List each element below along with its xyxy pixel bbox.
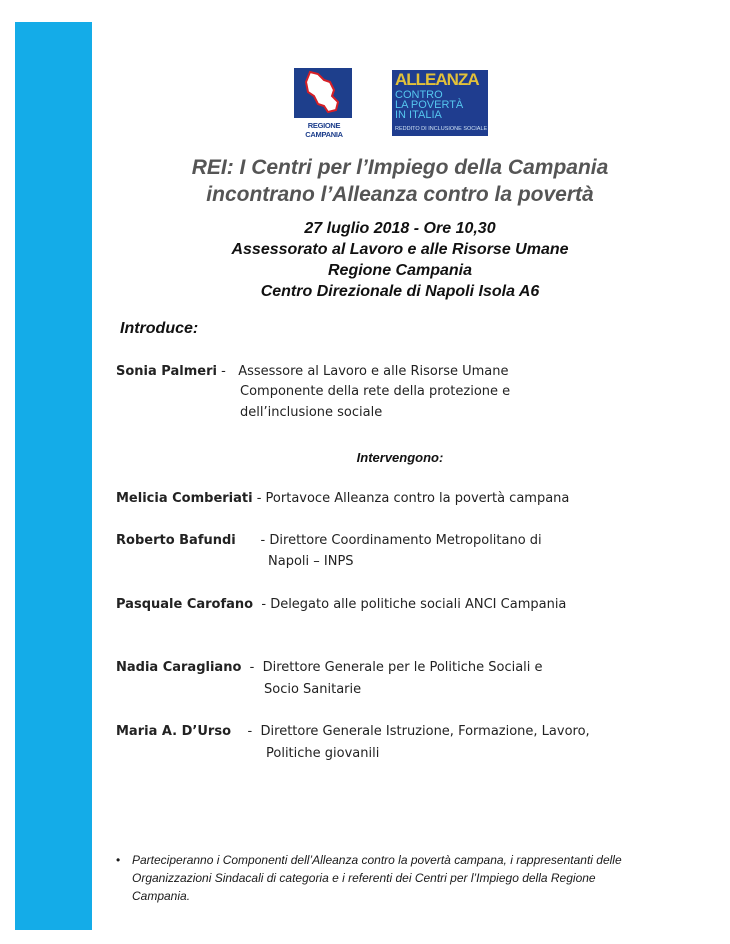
speaker-name: Maria A. D’Urso (116, 724, 232, 739)
participants-note (116, 851, 656, 905)
speaker-row: Pasquale Carofano - Delegato alle politiche sociali ANCI Campania (116, 597, 567, 612)
event-details (120, 218, 680, 302)
side-accent-bar (15, 22, 92, 930)
speaker-name: Melicia Comberiati (116, 491, 253, 506)
speaker-row: Maria A. D’Urso - Direttore Generale Istruzione, Formazione, Lavoro, Politiche giovanili (116, 724, 590, 761)
event-region: Regione Campania (327, 262, 473, 279)
alleanza-logo-word: ALLEANZA (395, 70, 479, 89)
event-address: Centro Direzionale di Napoli Isola A6 (260, 283, 540, 300)
event-venue: Assessorato al Lavoro e alle Risorse Umane (231, 241, 569, 258)
speaker-row: Melicia Comberiati - Portavoce Alleanza contro la povertà campana (116, 491, 570, 506)
intro-label: Introduce: (120, 320, 199, 337)
bullet-icon: • (116, 853, 121, 867)
intro-speaker: Sonia Palmeri - Assessore al Lavoro e alle Risorse Umane Componente della rete della protezione e dell’inclusione sociale (116, 364, 511, 420)
speaker-role: Delegato alle politiche sociali ANCI Campania (270, 597, 567, 612)
speaker-name: Pasquale Carofano (116, 597, 254, 612)
interventions-label: Intervengono: (356, 450, 444, 465)
speaker-name: Sonia Palmeri (116, 364, 217, 379)
speaker-role: Direttore Generale Istruzione, Formazione, Lavoro, (260, 724, 590, 739)
alleanza-logo (392, 70, 488, 136)
note-text: Parteciperanno i Componenti dell’Alleanza contro la povertà campana, i rappresentanti delle Organizzazioni Sindacali di categoria e i referenti dei Centri per l’Impiego della Regione Campania. (132, 853, 622, 903)
speaker-row: Nadia Caragliano - Direttore Generale per le Politiche Sociali e Socio Sanitarie (116, 660, 543, 697)
speaker-role: Portavoce Alleanza contro la povertà campana (265, 491, 570, 506)
speaker-name: Roberto Bafundi (116, 533, 236, 548)
event-title: REI: I Centri per l’Impiego della Campania incontrano l’Alleanza contro la povertà (191, 156, 609, 206)
speaker-row: Roberto Bafundi - Direttore Coordinamento Metropolitano di Napoli – INPS (116, 533, 542, 569)
alleanza-logo-tagline: CONTRO LA POVERTÀ IN ITALIA (395, 89, 464, 121)
campania-emblem (294, 68, 352, 118)
event-date: 27 luglio 2018 - Ore 10,30 (304, 220, 496, 237)
campania-logo-text: REGIONE CAMPANIA (305, 121, 343, 139)
speaker-name: Nadia Caragliano (116, 660, 242, 675)
regione-campania-logo (291, 68, 357, 139)
speaker-role: Direttore Generale per le Politiche Sociali e (262, 660, 543, 675)
alleanza-logo-subtitle: REDDITO DI INCLUSIONE SOCIALE (395, 126, 488, 132)
speaker-role: Direttore Coordinamento Metropolitano di (269, 533, 542, 548)
campania-map-icon (294, 68, 352, 118)
